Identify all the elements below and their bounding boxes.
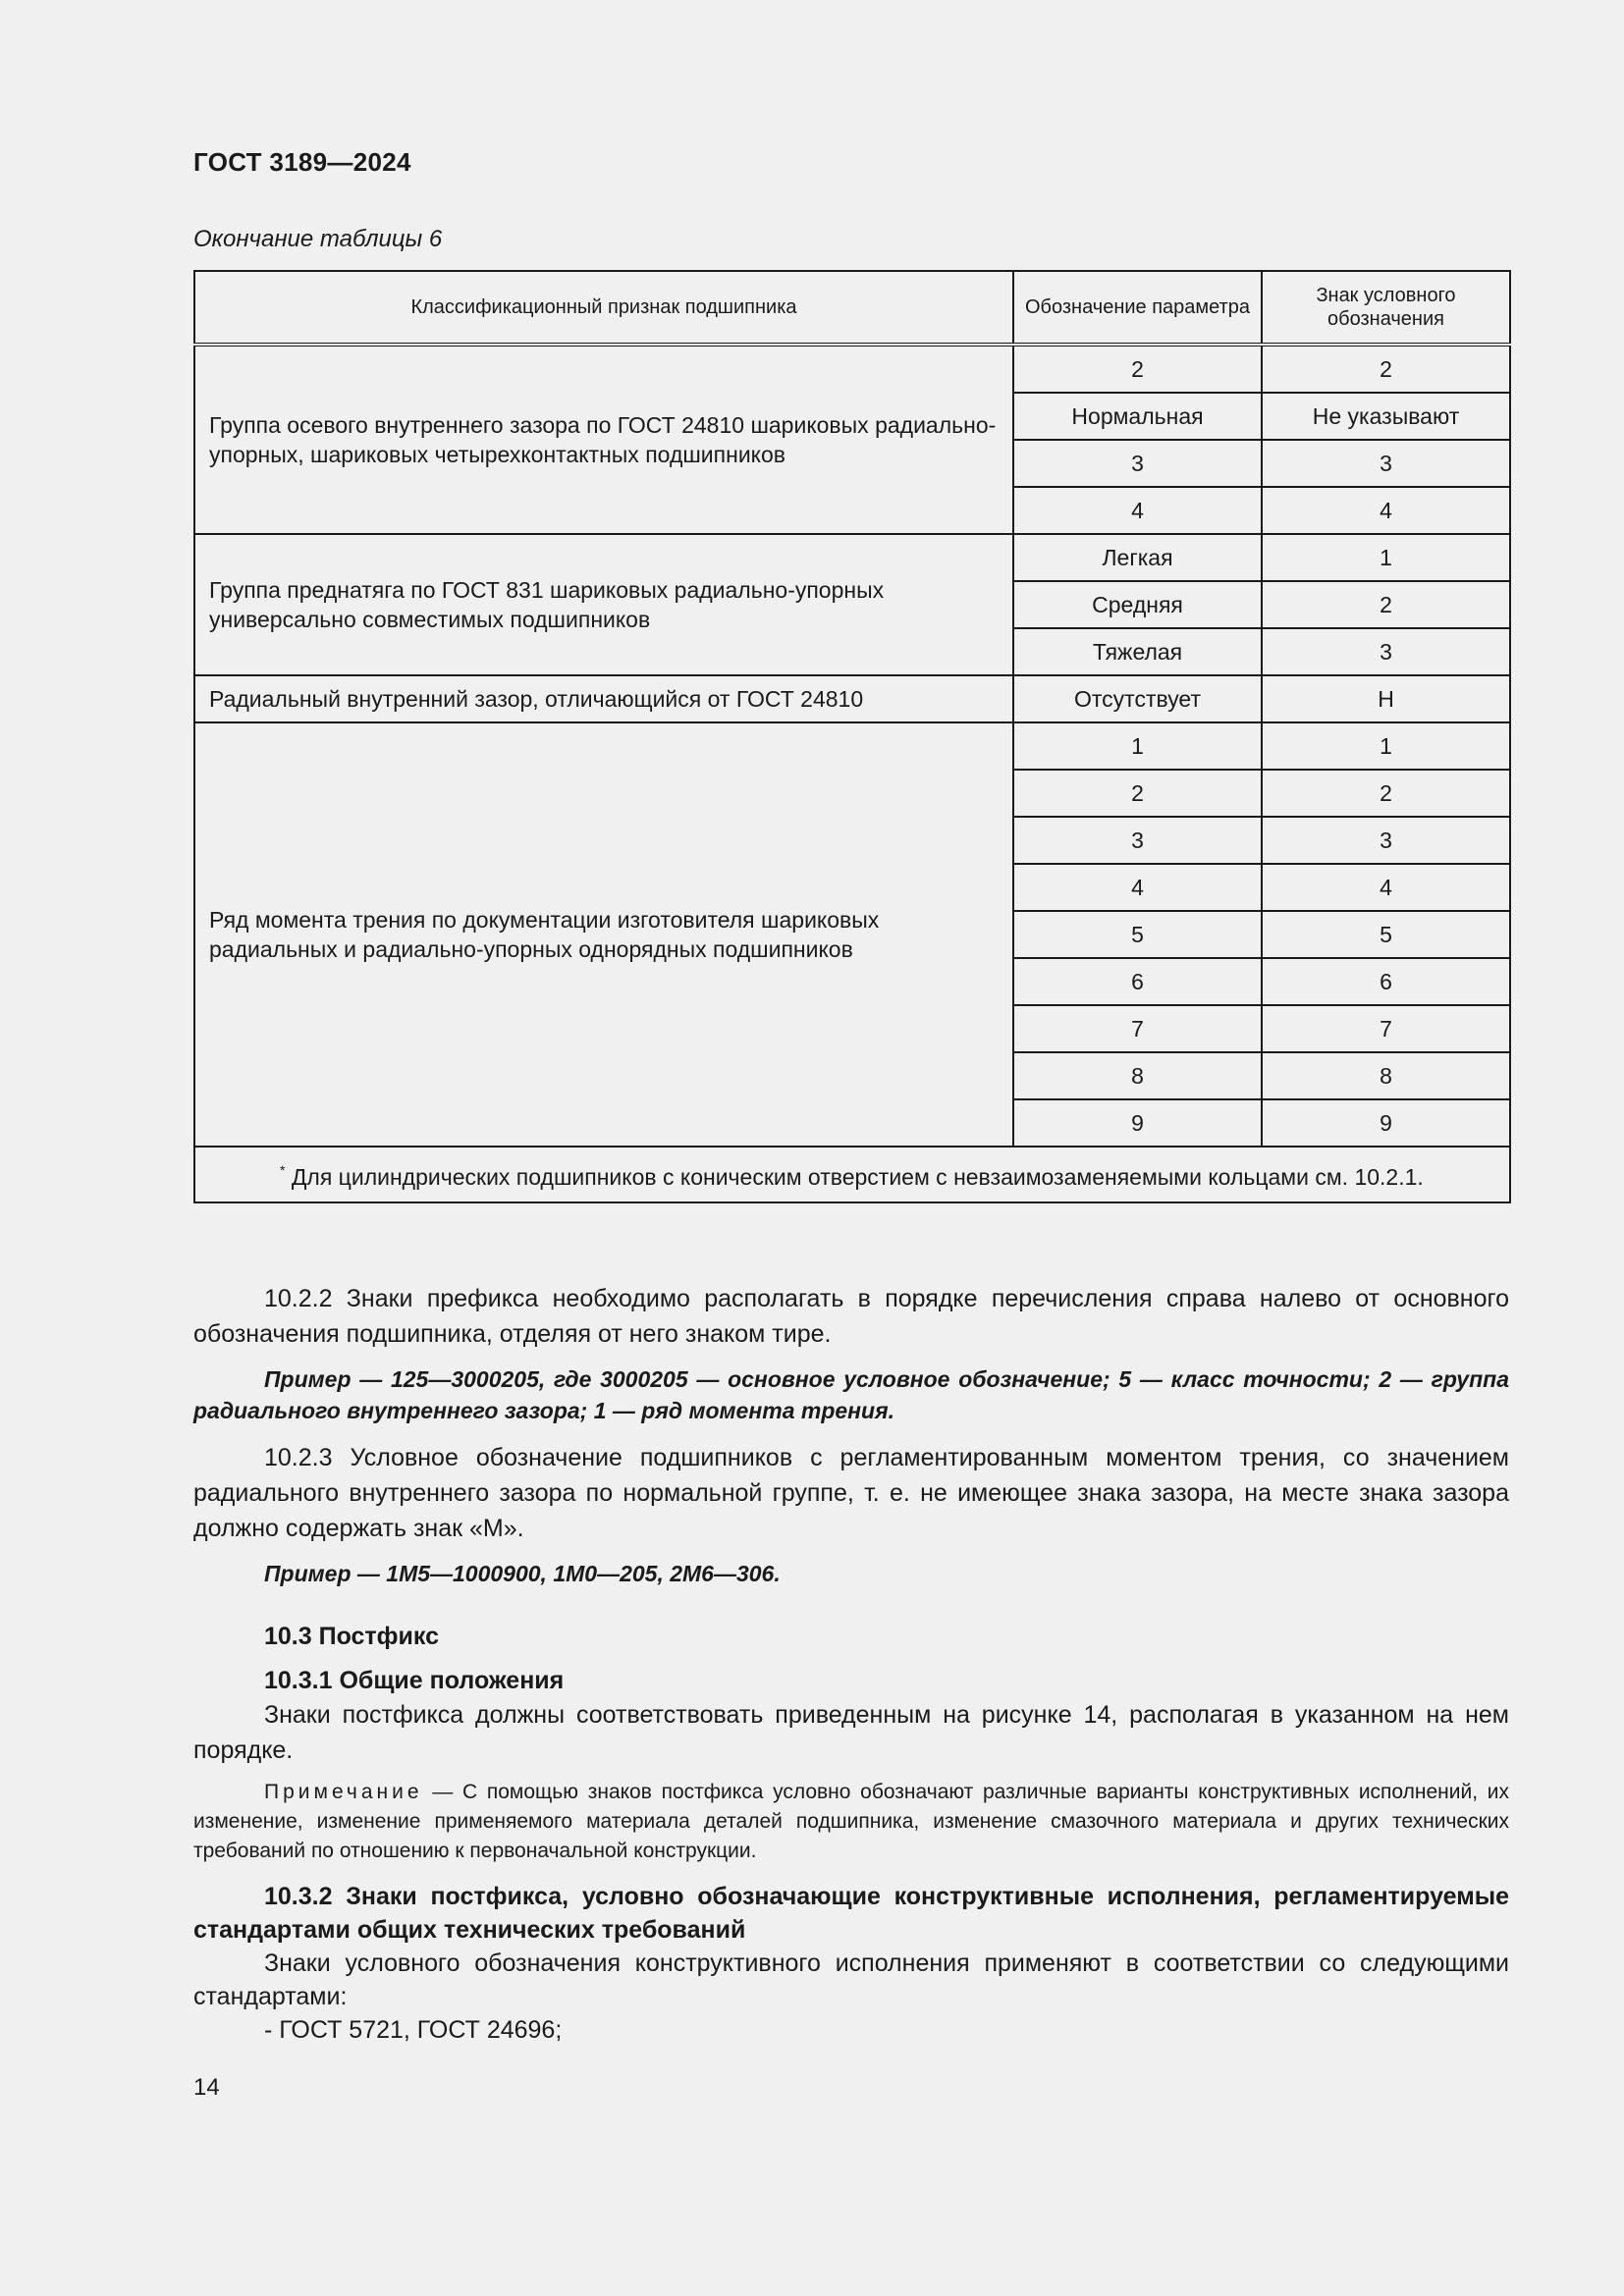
paragraph-10-2-3: 10.2.3 Условное обозначение подшипников с регламентированным моментом трения, со значением радиального внутреннего зазора по нормальной группе, т. е. не имеющее знака зазора, на месте знака зазора должно содержать знак «М». (193, 1444, 1509, 1542)
table-row (194, 534, 1510, 581)
table-header-row (194, 271, 1510, 345)
sign-cell: 9 (1262, 1099, 1510, 1147)
param-cell: 4 (1013, 487, 1262, 534)
list-item: - ГОСТ 5721, ГОСТ 24696; (264, 2016, 563, 2044)
group-label: Радиальный внутренний зазор, отличающийся от ГОСТ 24810 (194, 675, 1013, 722)
heading-10-3-2: 10.3.2 Знаки постфикса, условно обозначающие конструктивные исполнения, регламентируемые стандартами общих технических требований (193, 1883, 1509, 1944)
param-cell: Отсутствует (1013, 675, 1262, 722)
param-cell: 7 (1013, 1005, 1262, 1052)
footnote-text: Для цилиндрических подшипников с коническим отверстием с невзаимозаменяемыми кольцами см. 10.2.1. (291, 1164, 1424, 1190)
sign-cell: Не указывают (1262, 393, 1510, 440)
footnote-mark: * (280, 1162, 286, 1178)
page-number: 14 (193, 2074, 220, 2101)
param-cell: 6 (1013, 958, 1262, 1005)
table-row (194, 675, 1510, 722)
sign-cell: 1 (1262, 534, 1510, 581)
sign-cell: 2 (1262, 345, 1510, 393)
param-cell: 8 (1013, 1052, 1262, 1099)
param-cell: 2 (1013, 770, 1262, 817)
param-cell: 4 (1013, 864, 1262, 911)
sign-cell: Н (1262, 675, 1510, 722)
note-text: — С помощью знаков постфикса условно обозначают различные варианты конструктивных исполнений, их изменение, изменение применяемого материала деталей подшипника, изменение смазочного материала и других технических требований по отношению к первоначальной конструкции. (193, 1781, 1509, 1862)
sign-cell: 7 (1262, 1005, 1510, 1052)
body-text (193, 1281, 1509, 2047)
param-cell: Средняя (1013, 581, 1262, 628)
sign-cell: 2 (1262, 770, 1510, 817)
header-sign: Знак условного обозначения (1262, 271, 1510, 345)
sign-cell: 6 (1262, 958, 1510, 1005)
group-label: Ряд момента трения по документации изготовителя шариковых радиальных и радиально-упорных однорядных подшипников (194, 722, 1013, 1147)
example-2: Пример — 1М5—1000900, 1М0—205, 2М6—306. (264, 1561, 781, 1586)
table-caption: Окончание таблицы 6 (193, 226, 443, 252)
param-cell: 3 (1013, 817, 1262, 864)
sign-cell: 3 (1262, 440, 1510, 487)
sign-cell: 3 (1262, 817, 1510, 864)
header-param: Обозначение параметра (1013, 271, 1262, 345)
group-label: Группа осевого внутреннего зазора по ГОСТ 24810 шариковых радиально-упорных, шариковых четырехконтактных подшипников (194, 345, 1013, 534)
table-row (194, 345, 1510, 393)
group-label: Группа преднатяга по ГОСТ 831 шариковых радиально-упорных универсально совместимых подшипников (194, 534, 1013, 675)
param-cell: Тяжелая (1013, 628, 1262, 675)
param-cell: 5 (1013, 911, 1262, 958)
table-row (194, 722, 1510, 770)
param-cell: 2 (1013, 345, 1262, 393)
paragraph-10-3-2: Знаки условного обозначения конструктивного исполнения применяют в соответствии со следующими стандартами: (193, 1949, 1509, 2010)
note-label: Примечание (264, 1781, 423, 1803)
table-6 (193, 270, 1511, 1203)
sign-cell: 4 (1262, 864, 1510, 911)
sign-cell: 2 (1262, 581, 1510, 628)
sign-cell: 4 (1262, 487, 1510, 534)
example-1: Пример — 125—3000205, где 3000205 — основное условное обозначение; 5 — класс точности; 2 — группа радиального внутреннего зазора; 1 — ряд момента трения. (193, 1366, 1509, 1423)
param-cell: Легкая (1013, 534, 1262, 581)
paragraph-10-3-1: Знаки постфикса должны соответствовать приведенным на рисунке 14, располагая в указанном на нем порядке. (193, 1701, 1509, 1764)
document-code: ГОСТ 3189—2024 (193, 147, 411, 177)
sign-cell: 1 (1262, 722, 1510, 770)
sign-cell: 3 (1262, 628, 1510, 675)
paragraph-10-2-2: 10.2.2 Знаки префикса необходимо располагать в порядке перечисления справа налево от основного обозначения подшипника, отделяя от него знаком тире. (193, 1285, 1509, 1348)
param-cell: 9 (1013, 1099, 1262, 1147)
param-cell: 3 (1013, 440, 1262, 487)
heading-10-3: 10.3 Постфикс (264, 1623, 439, 1650)
table-footnote (194, 1147, 1510, 1202)
note-paragraph (193, 1778, 1509, 1866)
heading-10-3-1: 10.3.1 Общие положения (264, 1667, 565, 1694)
header-classification: Классификационный признак подшипника (194, 271, 1013, 345)
sign-cell: 8 (1262, 1052, 1510, 1099)
param-cell: Нормальная (1013, 393, 1262, 440)
table-footnote-row (194, 1147, 1510, 1202)
param-cell: 1 (1013, 722, 1262, 770)
sign-cell: 5 (1262, 911, 1510, 958)
